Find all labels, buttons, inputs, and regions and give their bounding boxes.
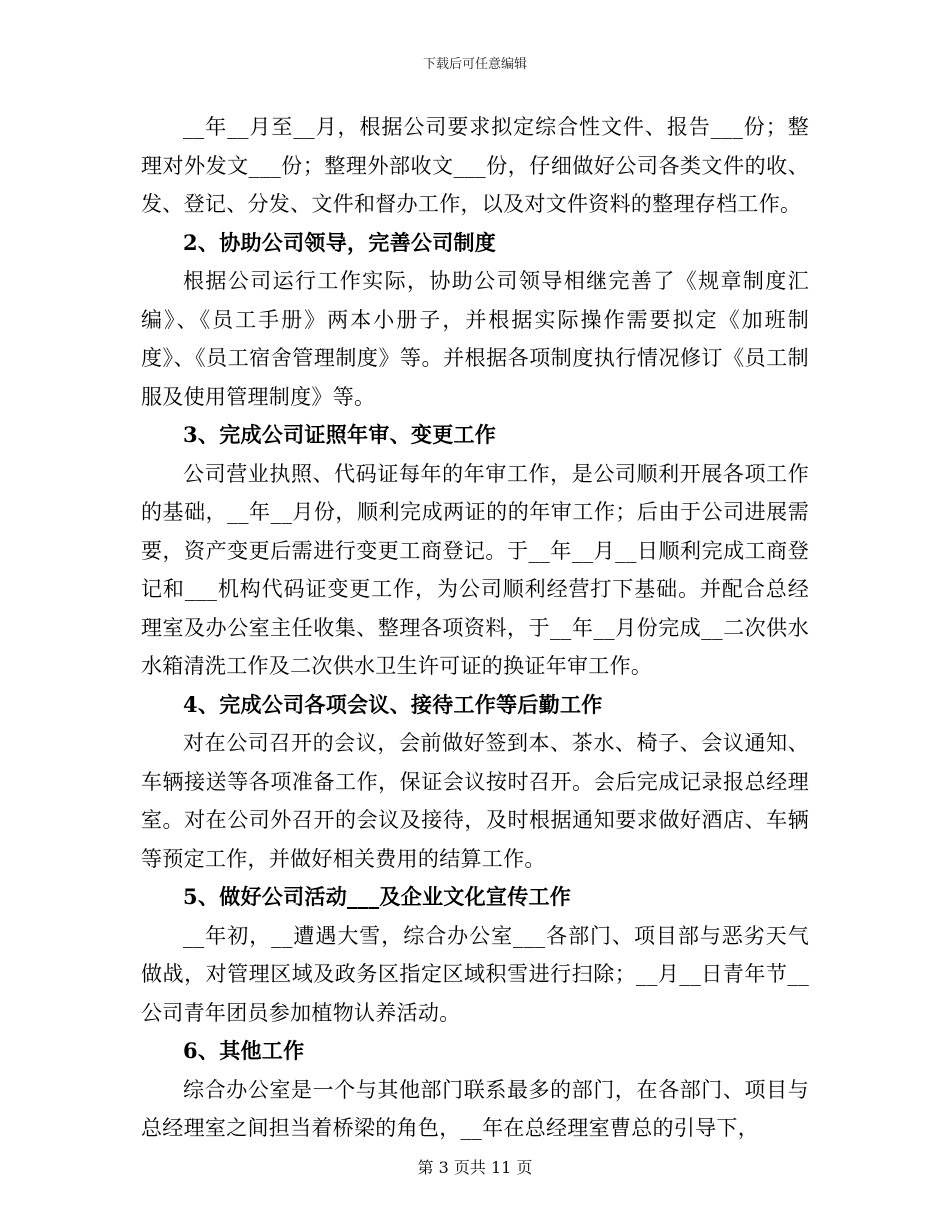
paragraph-other-work: 综合办公室是一个与其他部门联系最多的部门，在各部门、项目与总经理室之间担当着桥梁的角色，__年在总经理室曹总的引导下， bbox=[141, 1077, 809, 1140]
paragraph-meetings: 对在公司召开的会议，会前做好签到本、茶水、椅子、会议通知、车辆接送等各项准备工作，保证会议按时召开。会后完成记录报总经理室。对在公司外召开的会议及接待，及时根据通知要求做好酒店、车辆等预定工作，并做好相关费用的结算工作。 bbox=[141, 731, 809, 871]
section-heading-4: 4、完成公司各项会议、接待工作等后勤工作 bbox=[183, 691, 603, 717]
paragraph-regulations: 根据公司运行工作实际，协助公司领导相继完善了《规章制度汇编》、《员工手册》两本小册子，并根据实际操作需要拟定《加班制度》、《员工宿舍管理制度》等。并根据各项制度执行情况修订《员工制服及使用管理制度》等。 bbox=[141, 269, 809, 409]
paragraph-activities: __年初，__遭遇大雪，综合办公室___各部门、项目部与恶劣天气做战，对管理区域及政务区指定区域积雪进行扫除；__月__日青年节__公司青年团员参加植物认养活动。 bbox=[141, 923, 809, 1025]
section-heading-3: 3、完成公司证照年审、变更工作 bbox=[183, 422, 497, 447]
page-number: 第 3 页共 11 页 bbox=[417, 1158, 533, 1177]
document-body bbox=[141, 108, 809, 1148]
section-heading-2: 2、协助公司领导，完善公司制度 bbox=[183, 229, 497, 255]
section-heading-5: 5、做好公司活动___及企业文化宣传工作 bbox=[183, 884, 572, 909]
paragraph-license-review: 公司营业执照、代码证每年的年审工作，是公司顺利开展各项工作的基础，__年__月份，顺利完成两证的的年审工作；后由于公司进展需要，资产变更后需进行变更工商登记。于__年__月__日顺利完成工商登记和___机构代码证变更工作，为公司顺利经营打下基础。并配合总经理室及办公室主任收集、整理各项资料，于__年__月份完成__二次供水水箱清洗工作及二次供水卫生许可证的换证年审工作。 bbox=[141, 461, 809, 678]
page-header-note: 下载后可任意编辑 bbox=[422, 57, 527, 72]
paragraph-file-management: __年__月至__月，根据公司要求拟定综合性文件、报告___份；整理对外发文___份；整理外部收文___份，仔细做好公司各类文件的收、发、登记、分发、文件和督办工作，以及对文件资料的整理存档工作。 bbox=[141, 115, 809, 216]
section-heading-6: 6、其他工作 bbox=[183, 1038, 305, 1063]
